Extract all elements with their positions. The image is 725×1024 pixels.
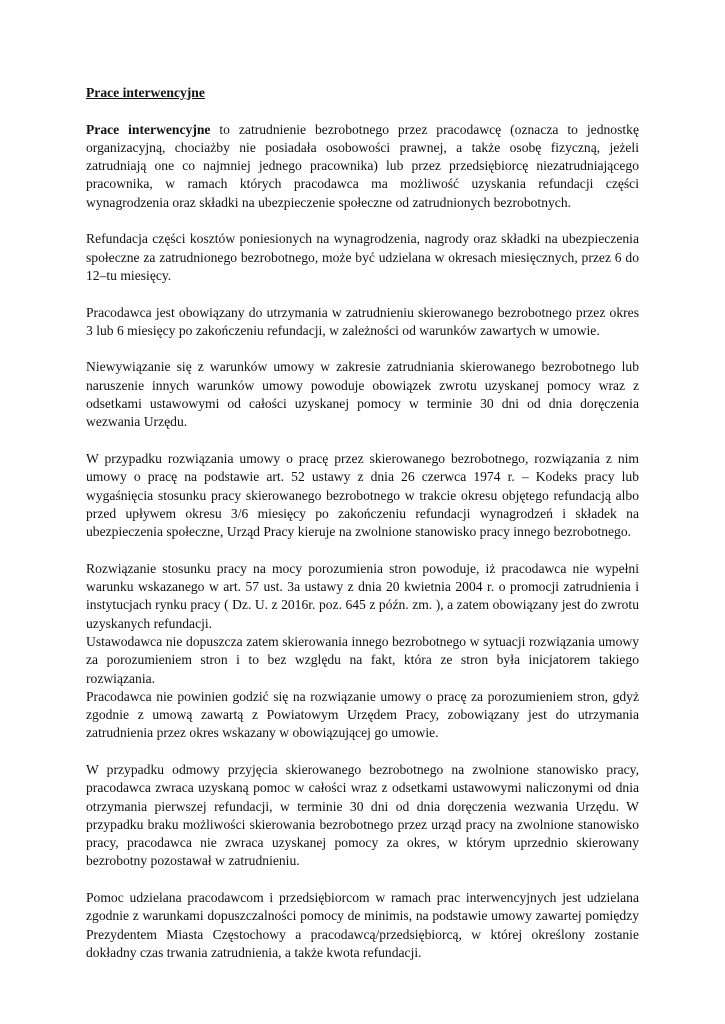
intro-term: Prace interwencyjne (86, 121, 211, 137)
paragraph-de-minimis: Pomoc udzielana pracodawcom i przedsiębiorcom w ramach prac interwencyjnych jest udzielana zgodnie z warunkami dopuszczalności pomocy de minimis, na podstawie umowy zawartej pomiędzy Prezydentem Miasta Częstochowy a pracodawcą/przedsiębiorcą, w której określony zostanie dokładny czas trwania zatrudnienia, a także kwota refundacji. (86, 890, 639, 960)
porozumienie-group (86, 560, 639, 743)
paragraph-rozwiazanie-umowy: W przypadku rozwiązania umowy o pracę przez skierowanego bezrobotnego, rozwiązania z nim umowy o pracę na podstawie art. 52 ustawy z dnia 26 czerwca 1974 r. – Kodeks pracy lub wygaśnięcia stosunku pracy skierowanego bezrobotnego w trakcie okresu objętego refundacją albo przed upływem okresu 3/6 miesięcy po zakończeniu refundacji wynagrodzeń i składek na ubezpieczenia społeczne, Urząd Pracy kieruje na zwolnione stanowisko pracy innego bezrobotnego. (86, 450, 639, 540)
paragraph-pracodawca-nie-powinien: Pracodawca nie powinien godzić się na rozwiązanie umowy o pracę za porozumieniem stron, gdyż zgodnie z umową zawartą z Powiatowym Urzędem Pracy, zobowiązany jest do utrzymania zatrudnienia przez okres wskazany w obowiązującej go umowie. (86, 688, 639, 741)
paragraph-porozumienie: Rozwiązanie stosunku pracy na mocy porozumienia stron powoduje, iż pracodawca nie wypełni warunku wskazanego w art. 57 ust. 3a ustawy z dnia 20 kwietnia 2004 r. o promocji zatrudnienia i instytucjach rynku pracy ( Dz. U. z 2016r. poz. 645 z późn. zm. ), a zatem obowiązany jest do zwrotu uzyskanych refundacji. (86, 560, 639, 631)
paragraph-niewywiazanie: Niewywiązanie się z warunków umowy w zakresie zatrudniania skierowanego bezrobotnego lub naruszenie innych warunków umowy powoduje obowiązek zwrotu uzyskanej pomocy wraz z odsetkami ustawowymi od całości uzyskanej pomocy w terminie 30 dni od dnia doręczenia wezwania Urzędu. (86, 359, 639, 430)
intro-text: to zatrudnienie bezrobotnego przez pracodawcę (oznacza to jednostkę organizacyjną, chociażby nie posiadała osobowości prawnej, a także osobę fizyczną, jeżeli zatrudniają one co najmniej jednego pracownika) lub przez przedsiębiorcę niezatrudniającego pracownika, w ramach których pracodawca ma możliwość uzyskania refundacji części wynagrodzenia oraz składki na ubezpieczenie społeczne od zatrudnionych bezrobotnych. (86, 121, 639, 210)
paragraph-ustawodawca: Ustawodawca nie dopuszcza zatem skierowania innego bezrobotnego w sytuacji rozwiązania umowy za porozumieniem stron i to bez względu na fakt, która ze stron była inicjatorem takiego rozwiązania. (86, 633, 639, 686)
paragraph-refundacja: Refundacja części kosztów poniesionych na wynagrodzenia, nagrody oraz składki na ubezpieczenia społeczne za zatrudnionego bezrobotnego, może być udzielana w okresach miesięcznych, przez 6 do 12–tu miesięcy. (86, 231, 639, 283)
document-title: Prace interwencyjne (86, 85, 205, 100)
paragraph-odmowa: W przypadku odmowy przyjęcia skierowanego bezrobotnego na zwolnione stanowisko pracy, pracodawca zwraca uzyskaną pomoc w całości wraz z odsetkami ustawowymi naliczonymi od dnia otrzymania pierwszej refundacji, w terminie 30 dni od dnia doręczenia wezwania Urzędu. W przypadku braku możliwości skierowania bezrobotnego przez urząd pracy na zwolnione stanowisko pracy, pracodawca nie zwraca uzyskanej pomocy za okres, w którym uprzednio skierowany bezrobotny pozostawał w zatrudnieniu. (86, 761, 639, 869)
intro-paragraph (86, 121, 639, 212)
paragraph-utrzymanie: Pracodawca jest obowiązany do utrzymania w zatrudnieniu skierowanego bezrobotnego przez okres 3 lub 6 miesięcy po zakończeniu refundacji, w zależności od warunków zawartych w umowie. (86, 304, 639, 338)
